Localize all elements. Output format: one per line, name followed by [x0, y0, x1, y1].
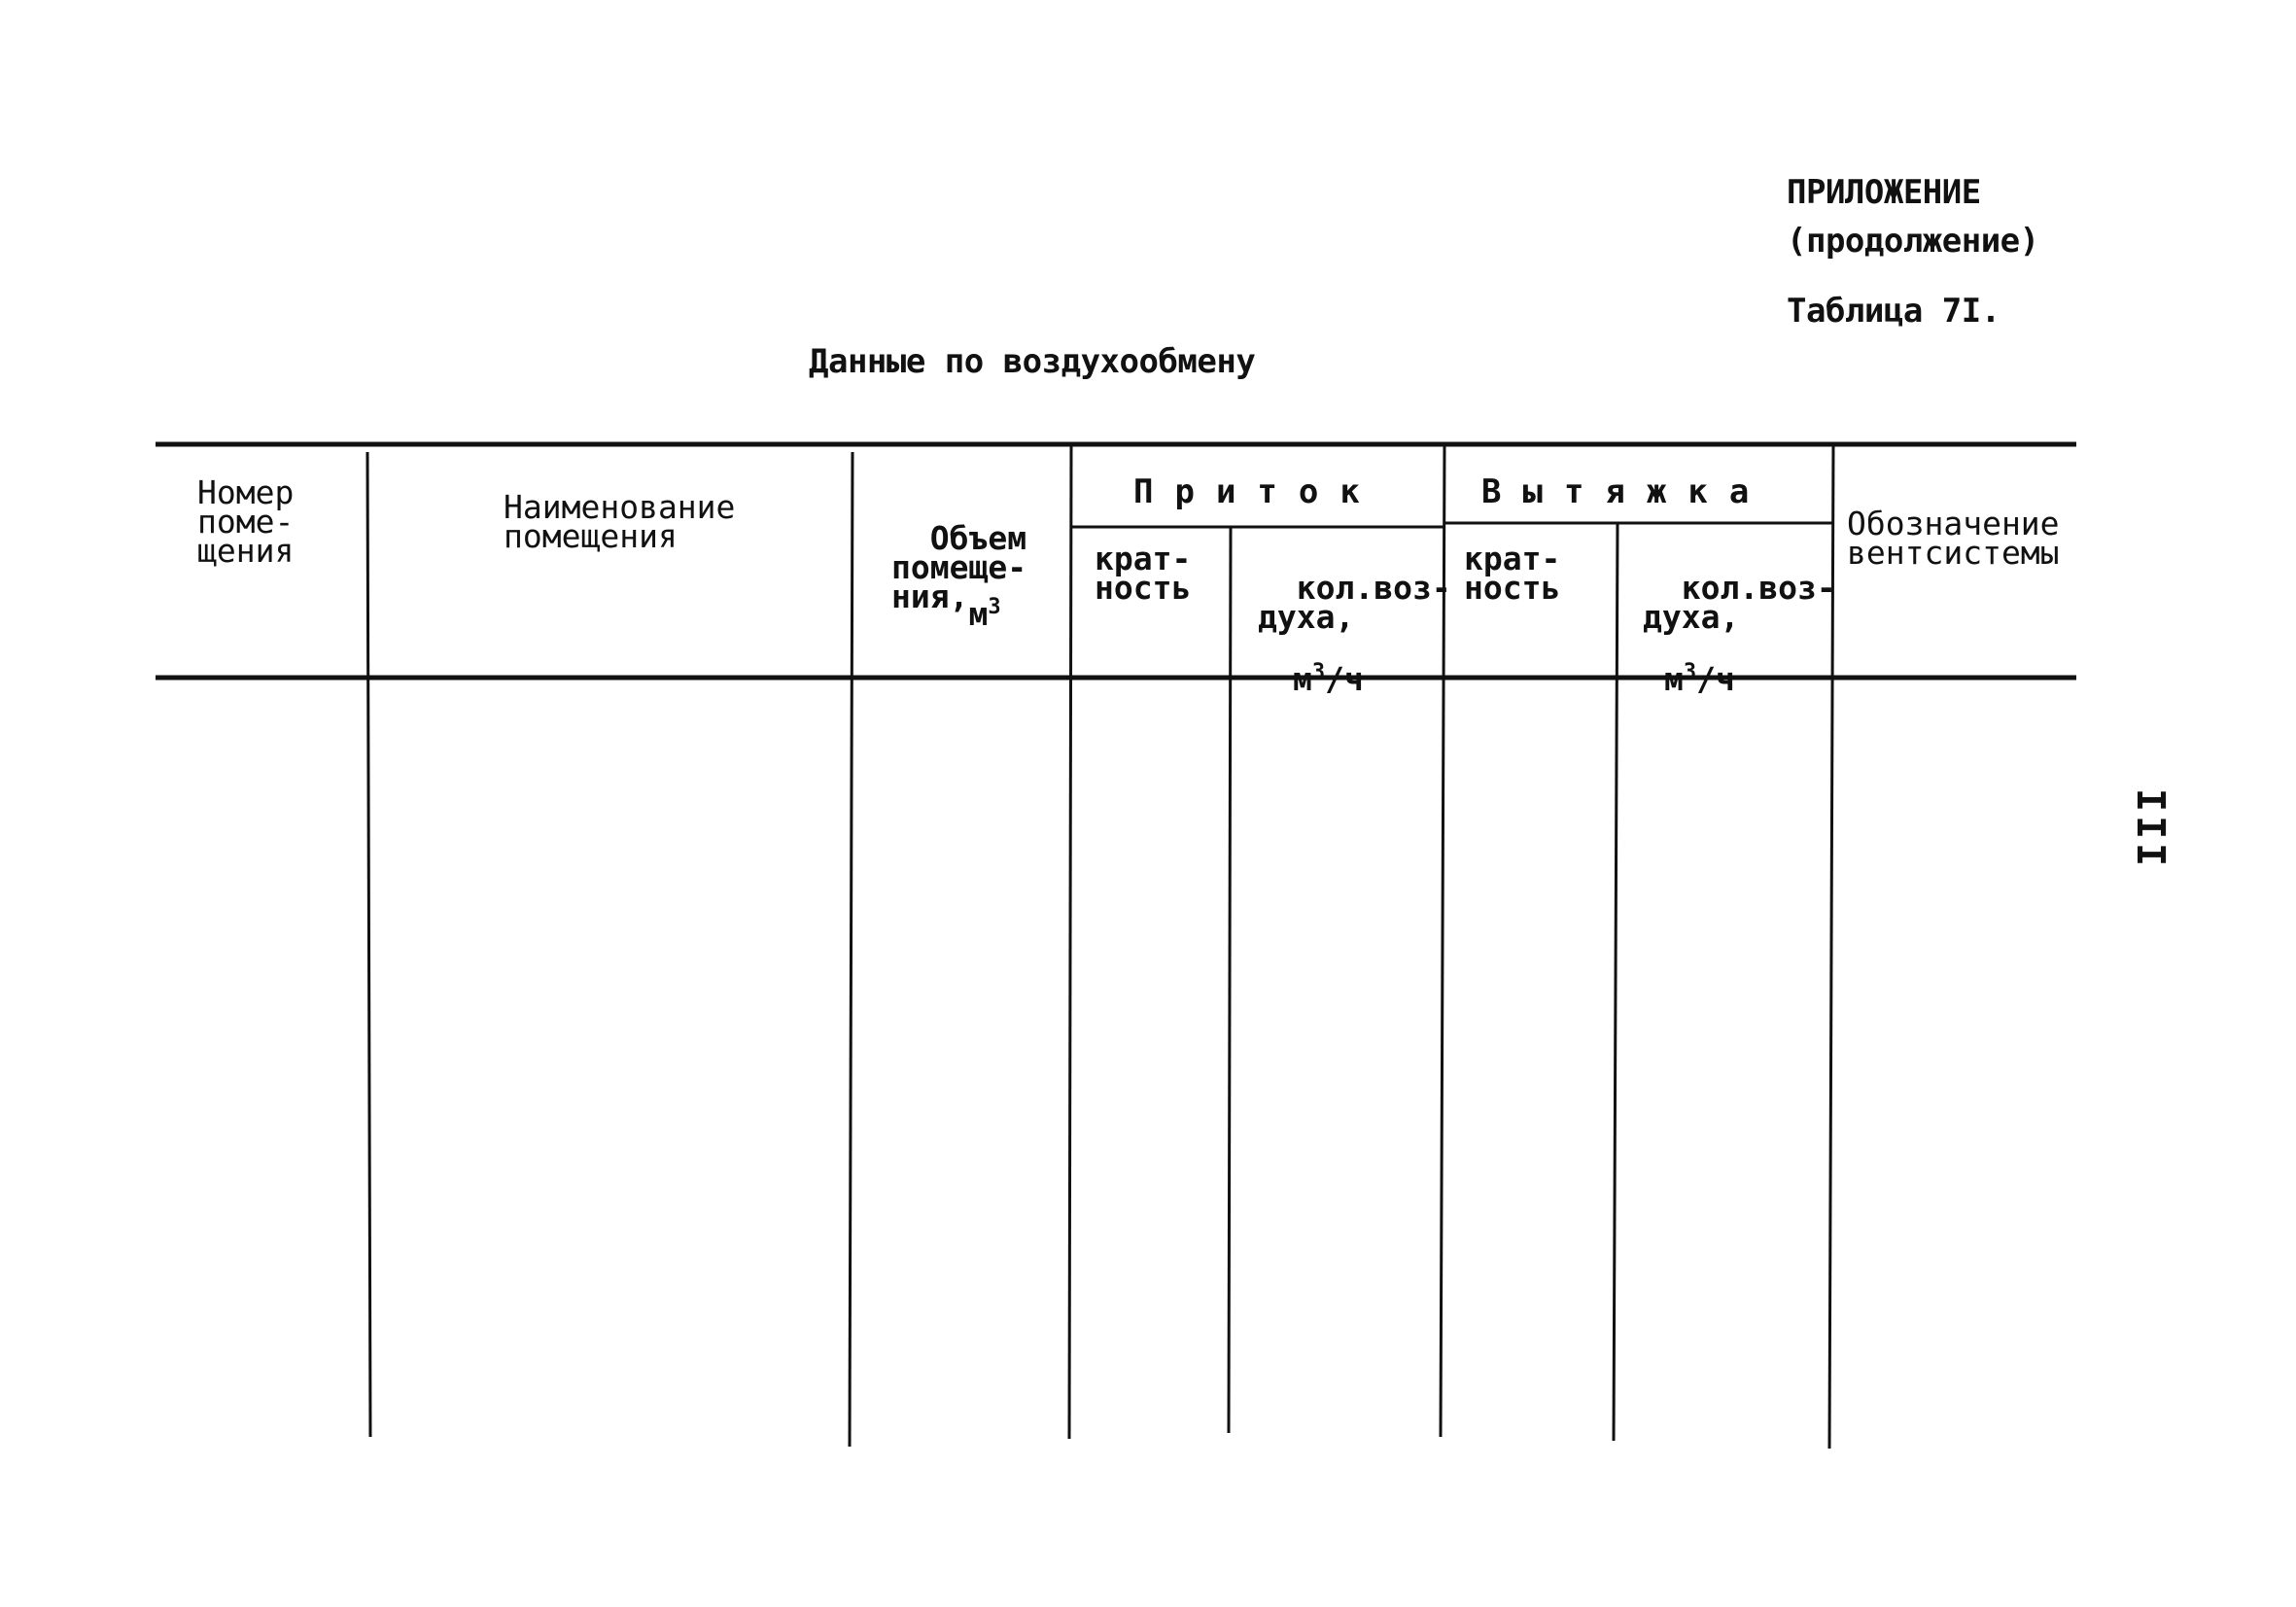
col-header-room-name: Наименование помещения: [504, 488, 736, 555]
col-header-room-number: Номер поме- щения: [197, 473, 295, 570]
table-title: Данные по воздухообмену: [809, 342, 1256, 381]
appendix-label: ПРИЛОЖЕНИЕ: [1787, 173, 1981, 212]
col-divider-3: [1069, 444, 1071, 1439]
exhaust-air-label: кол.воз- духа,: [1643, 569, 1836, 636]
table-number: Таблица 7I.: [1787, 292, 2000, 331]
volume-unit: м: [968, 595, 989, 633]
col-divider-4: [1229, 527, 1231, 1433]
exhaust-air-unit-tail: /ч: [1696, 660, 1735, 698]
col-group-exhaust: Вытяжка: [1481, 472, 1771, 511]
volume-label: Объем помеще- ния,: [891, 519, 1027, 615]
col-header-supply-air: [1258, 544, 1451, 728]
supply-air-unit-sup: 3: [1311, 660, 1326, 684]
col-header-vent-system: Обозначение вентсистемы: [1847, 505, 2060, 572]
exhaust-air-unit: м: [1664, 660, 1684, 698]
col-header-supply-rate: крат- ность: [1095, 540, 1192, 607]
volume-unit-sup: 3: [988, 595, 1001, 619]
col-header-exhaust-air: [1643, 544, 1836, 728]
supply-air-unit: м: [1293, 660, 1312, 698]
supply-air-unit-tail: /ч: [1325, 660, 1364, 698]
supply-air-label: кол.воз- духа,: [1258, 569, 1451, 636]
col-divider-2: [850, 452, 852, 1447]
col-divider-1: [367, 452, 370, 1437]
col-group-supply: Приток: [1133, 472, 1381, 511]
appendix-continuation: (продолжение): [1787, 222, 2039, 261]
col-header-exhaust-rate: крат- ность: [1464, 540, 1561, 607]
exhaust-air-unit-sup: 3: [1683, 660, 1697, 684]
col-divider-6: [1614, 523, 1618, 1441]
col-header-volume: [891, 495, 1027, 633]
page-number: III: [2128, 787, 2174, 871]
